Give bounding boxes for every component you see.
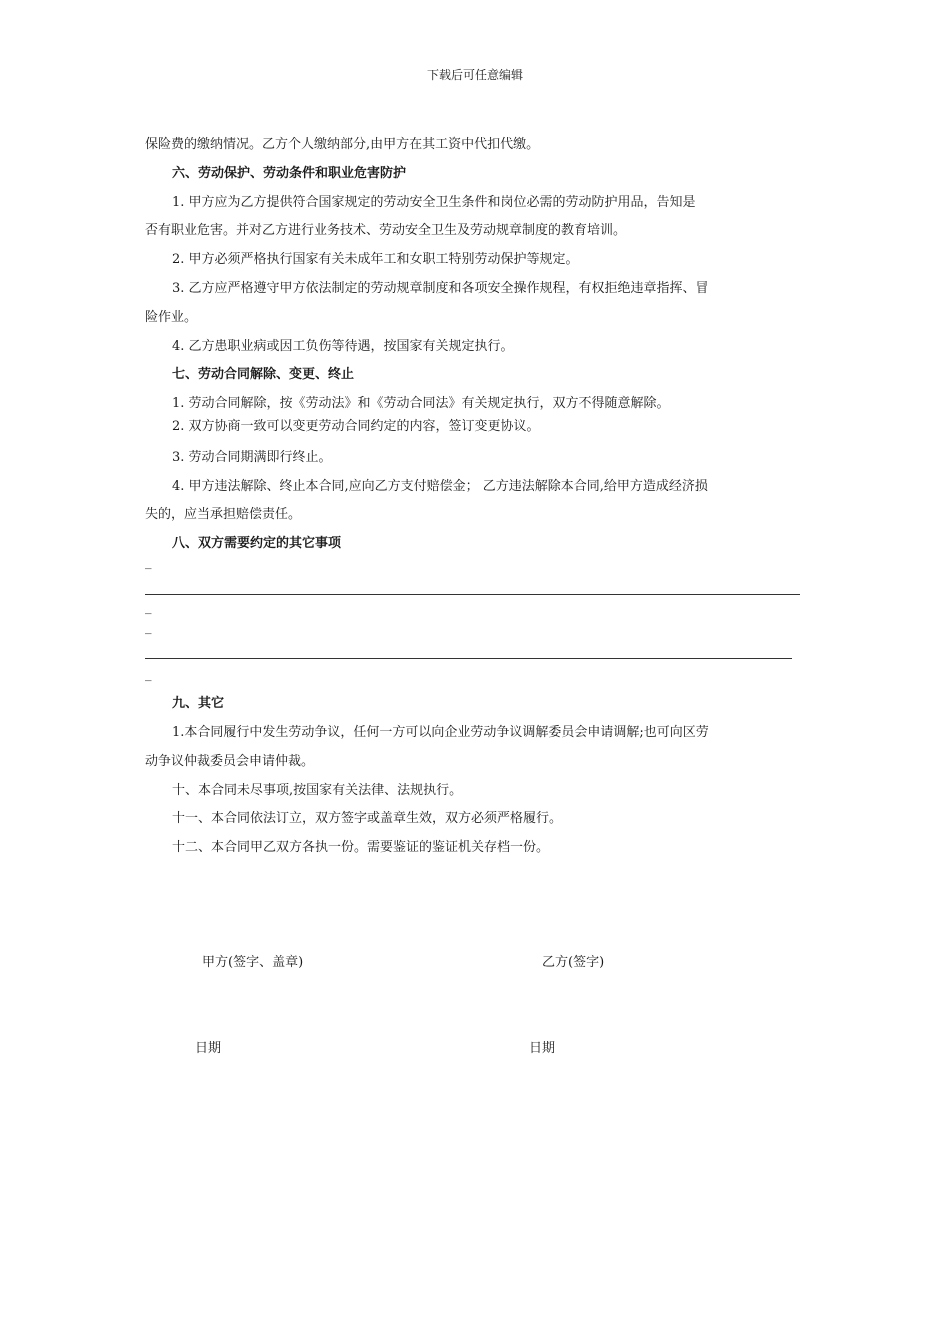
section-7-item-4-cont: 失的，应当承担赔偿责任。 [145, 507, 302, 522]
paragraph-insurance: 保险费的缴纳情况。乙方个人缴纳部分,由甲方在其工资中代扣代缴。 [145, 137, 540, 152]
blank-dash-3: _ [145, 620, 152, 635]
blank-line-1 [145, 594, 800, 595]
blank-dash-1: _ [145, 555, 152, 570]
blank-dash-4: _ [145, 667, 152, 682]
section-9-item-1-cont: 动争议仲裁委员会申请仲裁。 [145, 754, 315, 769]
section-12: 十二、本合同甲乙双方各执一份。需要鉴证的鉴证机关存档一份。 [172, 840, 550, 855]
section-6-item-1-cont: 否有职业危害。并对乙方进行业务技术、劳动安全卫生及劳动规章制度的教育培训。 [145, 223, 627, 238]
party-a-date-label: 日期 [195, 1041, 222, 1056]
party-b-date-label: 日期 [529, 1041, 556, 1056]
section-8-title: 八、双方需要约定的其它事项 [172, 536, 342, 551]
party-a-signature-label: 甲方(签字、盖章) [202, 955, 304, 970]
section-6-item-1: 1. 甲方应为乙方提供符合国家规定的劳动安全卫生条件和岗位必需的劳动防护用品，告知是 [172, 195, 696, 210]
page-header: 下载后可任意编辑 [426, 68, 523, 82]
section-11: 十一、本合同依法订立，双方签字或盖章生效，双方必须严格履行。 [172, 811, 563, 826]
blank-line-2 [145, 658, 792, 659]
section-9-title: 九、其它 [172, 696, 225, 711]
section-6-title: 六、劳动保护、劳动条件和职业危害防护 [172, 166, 407, 181]
section-6-item-2: 2. 甲方必须严格执行国家有关未成年工和女职工特别劳动保护等规定。 [172, 252, 579, 267]
section-6-item-4: 4. 乙方患职业病或因工负伤等待遇，按国家有关规定执行。 [172, 339, 514, 354]
section-7-item-4: 4. 甲方违法解除、终止本合同,应向乙方支付赔偿金； 乙方违法解除本合同,给甲方造成经济损 [172, 479, 708, 494]
section-6-item-3: 3. 乙方应严格遵守甲方依法制定的劳动规章制度和各项安全操作规程，有权拒绝违章指挥、冒 [172, 281, 709, 296]
section-7-item-1: 1. 劳动合同解除，按《劳动法》和《劳动合同法》有关规定执行，双方不得随意解除。 [172, 396, 670, 411]
section-10: 十、本合同未尽事项,按国家有关法律、法规执行。 [172, 783, 463, 798]
section-9-item-1: 1.本合同履行中发生劳动争议，任何一方可以向企业劳动争议调解委员会申请调解;也可向区劳 [172, 725, 709, 740]
section-6-item-3-cont: 险作业。 [145, 310, 198, 325]
section-7-item-3: 3. 劳动合同期满即行终止。 [172, 450, 332, 465]
section-7-title: 七、劳动合同解除、变更、终止 [172, 367, 355, 382]
blank-dash-2: _ [145, 600, 152, 615]
party-b-signature-label: 乙方(签字) [542, 955, 605, 970]
section-7-item-2: 2. 双方协商一致可以变更劳动合同约定的内容，签订变更协议。 [172, 419, 540, 434]
